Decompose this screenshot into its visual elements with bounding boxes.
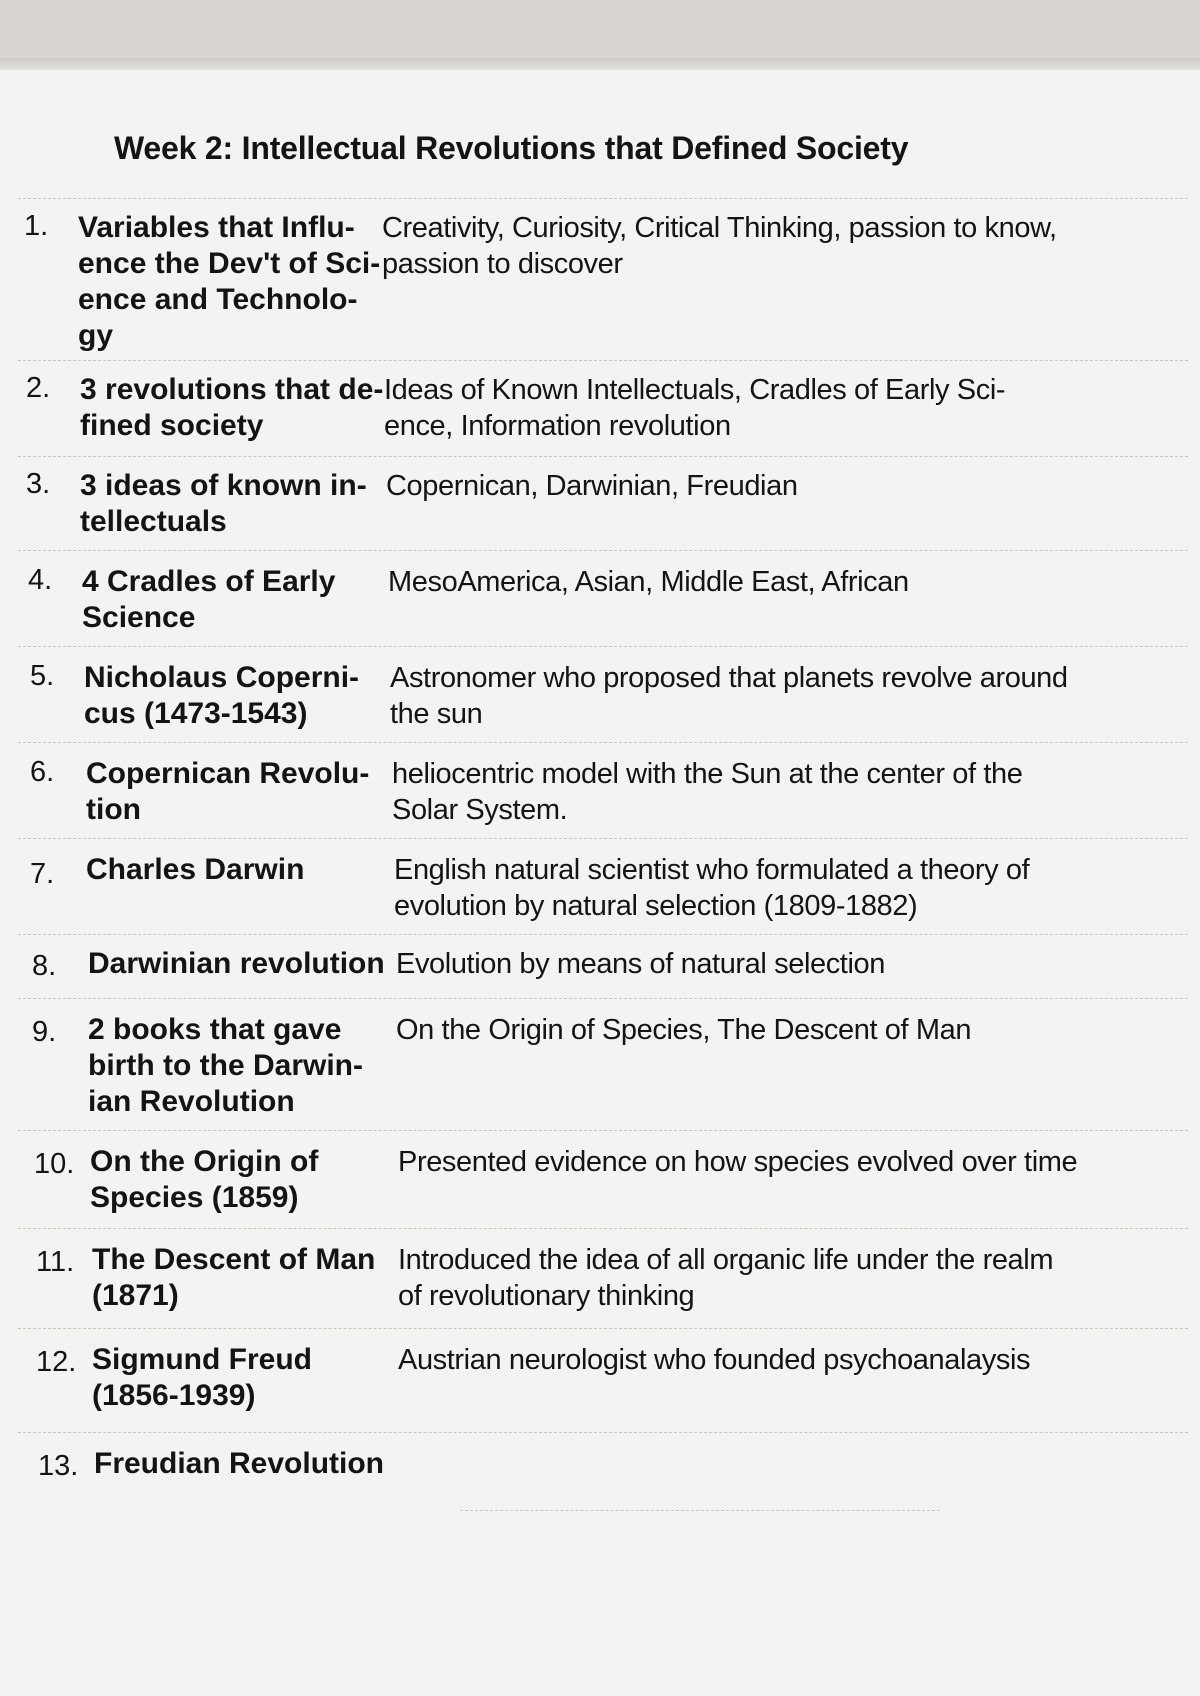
item-definition: MesoAmerica, Asian, Middle East, African: [388, 566, 909, 598]
row-divider: [18, 1328, 1188, 1329]
page-title: Week 2: Intellectual Revolutions that Defined Society: [114, 130, 909, 166]
item-definition: Evolution by means of natural selection: [396, 948, 885, 980]
item-number: 1.: [24, 210, 49, 242]
item-term: Nicholaus Coperni- cus (1473-1543): [84, 661, 360, 730]
row-divider: [18, 934, 1188, 935]
row-divider: [18, 742, 1188, 743]
item-definition: Copernican, Darwinian, Freudian: [386, 470, 798, 502]
item-number: 12.: [36, 1346, 77, 1378]
item-number: 4.: [28, 564, 53, 596]
item-term: Freudian Revolution: [94, 1447, 385, 1480]
item-definition: On the Origin of Species, The Descent of Man: [396, 1014, 972, 1046]
row-divider: [18, 456, 1188, 457]
item-term: The Descent of Man (1871): [92, 1243, 376, 1312]
item-number: 11.: [36, 1246, 75, 1278]
item-term: Charles Darwin: [86, 853, 305, 886]
item-term: Variables that Influ- ence the Dev't of Sci- ence and Technolo- gy: [78, 211, 381, 352]
item-number: 3.: [26, 468, 51, 500]
item-term: 3 ideas of known in- tellectuals: [80, 469, 367, 538]
row-divider: [18, 998, 1188, 999]
row-divider: [18, 1130, 1188, 1131]
row-divider: [18, 646, 1188, 647]
row-divider: [18, 838, 1188, 839]
item-definition: Austrian neurologist who founded psychoanalaysis: [398, 1344, 1031, 1376]
item-number: 2.: [26, 372, 51, 404]
item-number: 8.: [32, 950, 57, 982]
row-divider: [18, 198, 1188, 199]
item-number: 10.: [34, 1148, 75, 1180]
item-term: 2 books that gave birth to the Darwin- ian Revolution: [88, 1013, 363, 1118]
row-divider: [460, 1510, 940, 1511]
item-definition: Ideas of Known Intellectuals, Cradles of Early Sci- ence, Information revolution: [384, 374, 1006, 442]
item-number: 9.: [32, 1016, 57, 1048]
item-term: Sigmund Freud (1856-1939): [92, 1343, 312, 1412]
row-divider: [18, 1228, 1188, 1229]
item-definition: Presented evidence on how species evolved over time: [398, 1146, 1078, 1178]
item-definition: English natural scientist who formulated a theory of evolution by natural selection (1809-1882): [394, 854, 1030, 922]
item-number: 13.: [38, 1450, 79, 1482]
item-definition: Introduced the idea of all organic life under the realm of revolutionary thinking: [398, 1244, 1054, 1312]
item-number: 7.: [30, 858, 55, 890]
item-term: Darwinian revolution: [88, 947, 385, 980]
item-definition: heliocentric model with the Sun at the center of the Solar System.: [392, 758, 1023, 826]
item-number: 6.: [30, 756, 55, 788]
item-term: 4 Cradles of Early Science: [82, 565, 336, 634]
item-term: 3 revolutions that de- fined society: [80, 373, 384, 442]
item-number: 5.: [30, 660, 55, 692]
row-divider: [18, 1432, 1188, 1433]
item-term: Copernican Revolu- tion: [86, 757, 370, 826]
row-divider: [18, 360, 1188, 361]
item-term: On the Origin of Species (1859): [90, 1145, 319, 1214]
item-definition: Astronomer who proposed that planets revolve around the sun: [390, 662, 1068, 730]
item-definition: Creativity, Curiosity, Critical Thinking, passion to know, passion to discover: [382, 212, 1057, 280]
row-divider: [18, 550, 1188, 551]
